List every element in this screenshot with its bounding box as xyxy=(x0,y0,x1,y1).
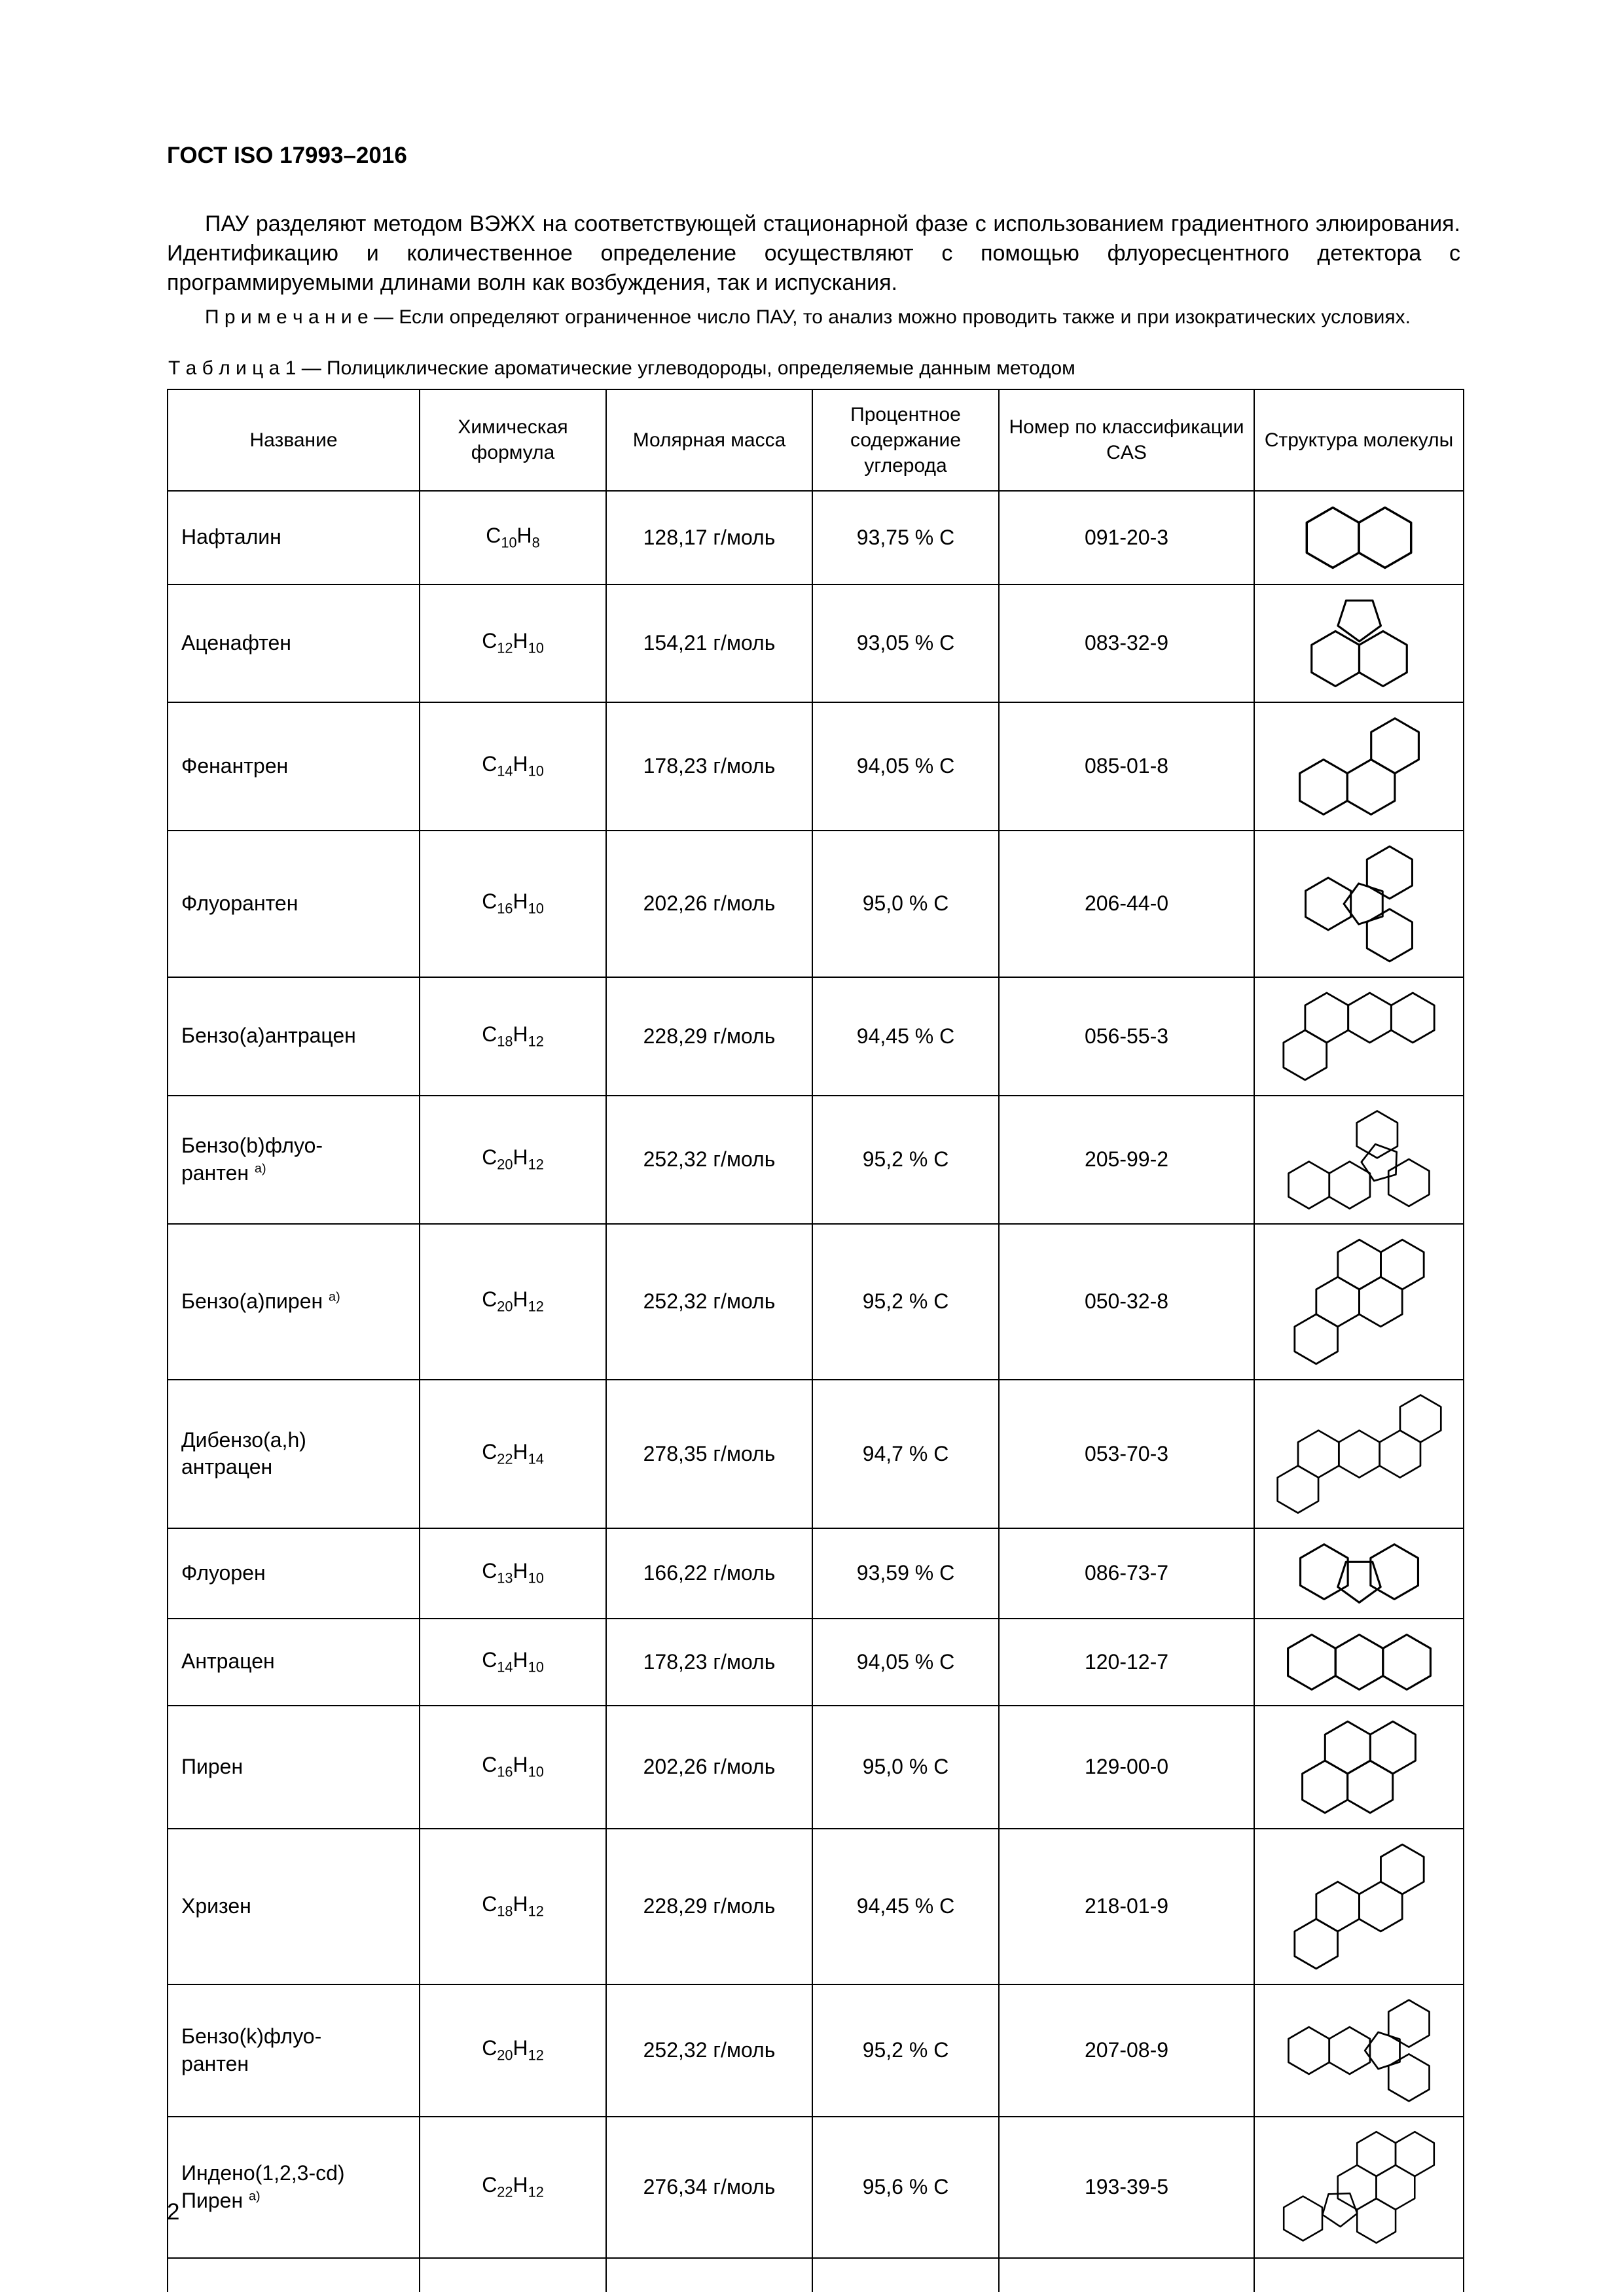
compound-formula: $C_{16}H_{10}$ xyxy=(420,831,606,977)
page-number: 2 xyxy=(167,2199,180,2225)
compound-name: Бензо(b)флуо- рантен $^{а)}$ xyxy=(168,1096,420,1224)
compound-structure xyxy=(1254,491,1464,584)
compound-carbon-percent: 94,45 % С xyxy=(812,977,999,1096)
table-caption-label: Т а б л и ц а 1 xyxy=(168,357,297,379)
compound-formula: $C_{20}H_{12}$ xyxy=(420,1984,606,2117)
compound-formula: $C_{13}H_{10}$ xyxy=(420,1528,606,1619)
compound-name: Бензо(а)пирен $^{а)}$ xyxy=(168,1224,420,1380)
indeno-123-cd-pyrene-structure-icon xyxy=(1280,2128,1438,2247)
compound-structure xyxy=(1254,2117,1464,2258)
compound-carbon-percent: 95,2 % С xyxy=(812,1096,999,1224)
col-header-structure: Структура молекулы xyxy=(1254,389,1464,491)
compound-cas-number: 056-55-3 xyxy=(999,977,1254,1096)
compound-molar-mass: 202,26 г/моль xyxy=(606,1706,812,1829)
col-header-carbon-percent: Процентное содержание углерода xyxy=(812,389,999,491)
col-header-molar-mass: Молярная масса xyxy=(606,389,812,491)
empty-cell xyxy=(606,2258,812,2292)
compound-cas-number: 120-12-7 xyxy=(999,1619,1254,1706)
compound-cas-number: 206-44-0 xyxy=(999,831,1254,977)
benzo-b-fluoranthene-structure-icon xyxy=(1284,1107,1434,1213)
pyrene-structure-icon xyxy=(1297,1717,1420,1818)
col-header-cas: Номер по классификации CAS xyxy=(999,389,1254,491)
compound-carbon-percent: 94,7 % С xyxy=(812,1380,999,1528)
compound-name: Пирен xyxy=(168,1706,420,1829)
table-row xyxy=(168,1619,1464,1706)
table-row xyxy=(168,1706,1464,1829)
compound-carbon-percent: 95,6 % С xyxy=(812,2117,999,2258)
intro-paragraph: ПАУ разделяют методом ВЭЖХ на соответствующей стационарной фазе с использованием градиентного элюирования. Идентификацию и количественное определение осуществляют с помощью флуоресцентного детектора с программируемыми длинами волн как возбуждения, так и испускания. xyxy=(167,211,1460,295)
empty-cell xyxy=(168,2258,420,2292)
compound-name: Дибензо(a,h) антрацен xyxy=(168,1380,420,1528)
table-row xyxy=(168,1380,1464,1528)
compound-carbon-percent: 95,2 % С xyxy=(812,1984,999,2117)
note-paragraph xyxy=(167,304,1460,330)
table-row xyxy=(168,977,1464,1096)
compound-structure xyxy=(1254,1380,1464,1528)
benzo-a-anthracene-structure-icon xyxy=(1279,988,1439,1085)
pah-table xyxy=(167,389,1464,2292)
col-header-formula: Химическая формула xyxy=(420,389,606,491)
empty-cell xyxy=(420,2258,606,2292)
benzo-k-fluoranthene-structure-icon xyxy=(1284,1996,1434,2106)
table-row xyxy=(168,831,1464,977)
table-row xyxy=(168,702,1464,831)
compound-molar-mass: 228,29 г/моль xyxy=(606,977,812,1096)
compound-formula: $C_{14}H_{10}$ xyxy=(420,1619,606,1706)
compound-formula: $C_{22}H_{12}$ xyxy=(420,2117,606,2258)
table-header-row xyxy=(168,389,1464,491)
compound-carbon-percent: 93,05 % С xyxy=(812,584,999,702)
naphthalene-structure-icon xyxy=(1301,502,1416,573)
compound-structure xyxy=(1254,977,1464,1096)
compound-carbon-percent: 95,2 % С xyxy=(812,1224,999,1380)
compound-structure xyxy=(1254,584,1464,702)
compound-molar-mass: 278,35 г/моль xyxy=(606,1380,812,1528)
table-continuation-row xyxy=(168,2258,1464,2292)
compound-formula: $C_{20}H_{12}$ xyxy=(420,1096,606,1224)
anthracene-structure-icon xyxy=(1283,1630,1435,1695)
compound-molar-mass: 252,32 г/моль xyxy=(606,1224,812,1380)
fluorene-structure-icon xyxy=(1295,1539,1423,1607)
compound-molar-mass: 252,32 г/моль xyxy=(606,1096,812,1224)
compound-cas-number: 218-01-9 xyxy=(999,1829,1254,1984)
compound-structure xyxy=(1254,1528,1464,1619)
compound-structure xyxy=(1254,1829,1464,1984)
compound-formula: $C_{14}H_{10}$ xyxy=(420,702,606,831)
compound-formula: $C_{20}H_{12}$ xyxy=(420,1224,606,1380)
compound-carbon-percent: 93,59 % С xyxy=(812,1528,999,1619)
compound-cas-number: 083-32-9 xyxy=(999,584,1254,702)
compound-carbon-percent: 95,0 % С xyxy=(812,1706,999,1829)
document-number: ГОСТ ISO 17993–2016 xyxy=(167,143,407,168)
compound-carbon-percent: 94,05 % С xyxy=(812,1619,999,1706)
compound-name: Фенантрен xyxy=(168,702,420,831)
compound-name: Флуорантен xyxy=(168,831,420,977)
empty-cell xyxy=(999,2258,1254,2292)
table-caption-text: — Полициклические ароматические углеводороды, определяемые данным методом xyxy=(301,357,1075,379)
table-caption xyxy=(168,357,1460,380)
compound-name: Хризен xyxy=(168,1829,420,1984)
compound-cas-number: 091-20-3 xyxy=(999,491,1254,584)
compound-structure xyxy=(1254,1706,1464,1829)
compound-formula: $C_{22}H_{14}$ xyxy=(420,1380,606,1528)
table-row xyxy=(168,584,1464,702)
compound-carbon-percent: 94,45 % С xyxy=(812,1829,999,1984)
empty-continuation-row xyxy=(168,2258,1464,2292)
compound-formula: $C_{16}H_{10}$ xyxy=(420,1706,606,1829)
compound-name: Бензо(k)флуо- рантен xyxy=(168,1984,420,2117)
compound-name: Индено(1,2,3-cd) Пирен $^{а)}$ xyxy=(168,2117,420,2258)
empty-cell xyxy=(812,2258,999,2292)
compound-name: Бензо(а)антрацен xyxy=(168,977,420,1096)
dibenzo-ah-anthracene-structure-icon xyxy=(1273,1391,1445,1517)
compound-cas-number: 050-32-8 xyxy=(999,1224,1254,1380)
benzo-a-pyrene-structure-icon xyxy=(1290,1235,1428,1369)
acenaphthene-structure-icon xyxy=(1307,596,1412,691)
phenanthrene-structure-icon xyxy=(1295,713,1424,819)
compound-structure xyxy=(1254,1984,1464,2117)
compound-molar-mass: 276,34 г/моль xyxy=(606,2117,812,2258)
compound-molar-mass: 154,21 г/моль xyxy=(606,584,812,702)
compound-name: Антрацен xyxy=(168,1619,420,1706)
compound-carbon-percent: 93,75 % С xyxy=(812,491,999,584)
table-body xyxy=(168,491,1464,2258)
compound-cas-number: 207-08-9 xyxy=(999,1984,1254,2117)
compound-molar-mass: 202,26 г/моль xyxy=(606,831,812,977)
compound-structure xyxy=(1254,1096,1464,1224)
fluoranthene-structure-icon xyxy=(1301,842,1417,966)
compound-molar-mass: 228,29 г/моль xyxy=(606,1829,812,1984)
compound-cas-number: 129-00-0 xyxy=(999,1706,1254,1829)
compound-cas-number: 193-39-5 xyxy=(999,2117,1254,2258)
compound-name: Аценафтен xyxy=(168,584,420,702)
table-row xyxy=(168,1224,1464,1380)
compound-cas-number: 205-99-2 xyxy=(999,1096,1254,1224)
compound-formula: $C_{12}H_{10}$ xyxy=(420,584,606,702)
compound-structure xyxy=(1254,702,1464,831)
compound-structure xyxy=(1254,1619,1464,1706)
compound-molar-mass: 178,23 г/моль xyxy=(606,1619,812,1706)
table-row xyxy=(168,1984,1464,2117)
compound-name: Флуорен xyxy=(168,1528,420,1619)
compound-cas-number: 053-70-3 xyxy=(999,1380,1254,1528)
compound-molar-mass: 166,22 г/моль xyxy=(606,1528,812,1619)
compound-molar-mass: 128,17 г/моль xyxy=(606,491,812,584)
compound-structure xyxy=(1254,1224,1464,1380)
table-row xyxy=(168,491,1464,584)
table-row xyxy=(168,1829,1464,1984)
col-header-name: Название xyxy=(168,389,420,491)
compound-carbon-percent: 94,05 % С xyxy=(812,702,999,831)
table-row xyxy=(168,2117,1464,2258)
compound-carbon-percent: 95,0 % С xyxy=(812,831,999,977)
note-label: П р и м е ч а н и е xyxy=(205,306,369,328)
compound-cas-number: 085-01-8 xyxy=(999,702,1254,831)
compound-molar-mass: 178,23 г/моль xyxy=(606,702,812,831)
table-row xyxy=(168,1528,1464,1619)
table-row xyxy=(168,1096,1464,1224)
compound-structure xyxy=(1254,831,1464,977)
note-text: — Если определяют ограниченное число ПАУ, то анализ можно проводить также и при изократических условиях. xyxy=(374,306,1411,328)
compound-formula: $C_{18}H_{12}$ xyxy=(420,1829,606,1984)
compound-name: Нафталин xyxy=(168,491,420,584)
compound-formula: $C_{10}H_8$ xyxy=(420,491,606,584)
compound-formula: $C_{18}H_{12}$ xyxy=(420,977,606,1096)
empty-cell xyxy=(1254,2258,1464,2292)
chrysene-structure-icon xyxy=(1290,1840,1428,1973)
compound-molar-mass: 252,32 г/моль xyxy=(606,1984,812,2117)
compound-cas-number: 086-73-7 xyxy=(999,1528,1254,1619)
